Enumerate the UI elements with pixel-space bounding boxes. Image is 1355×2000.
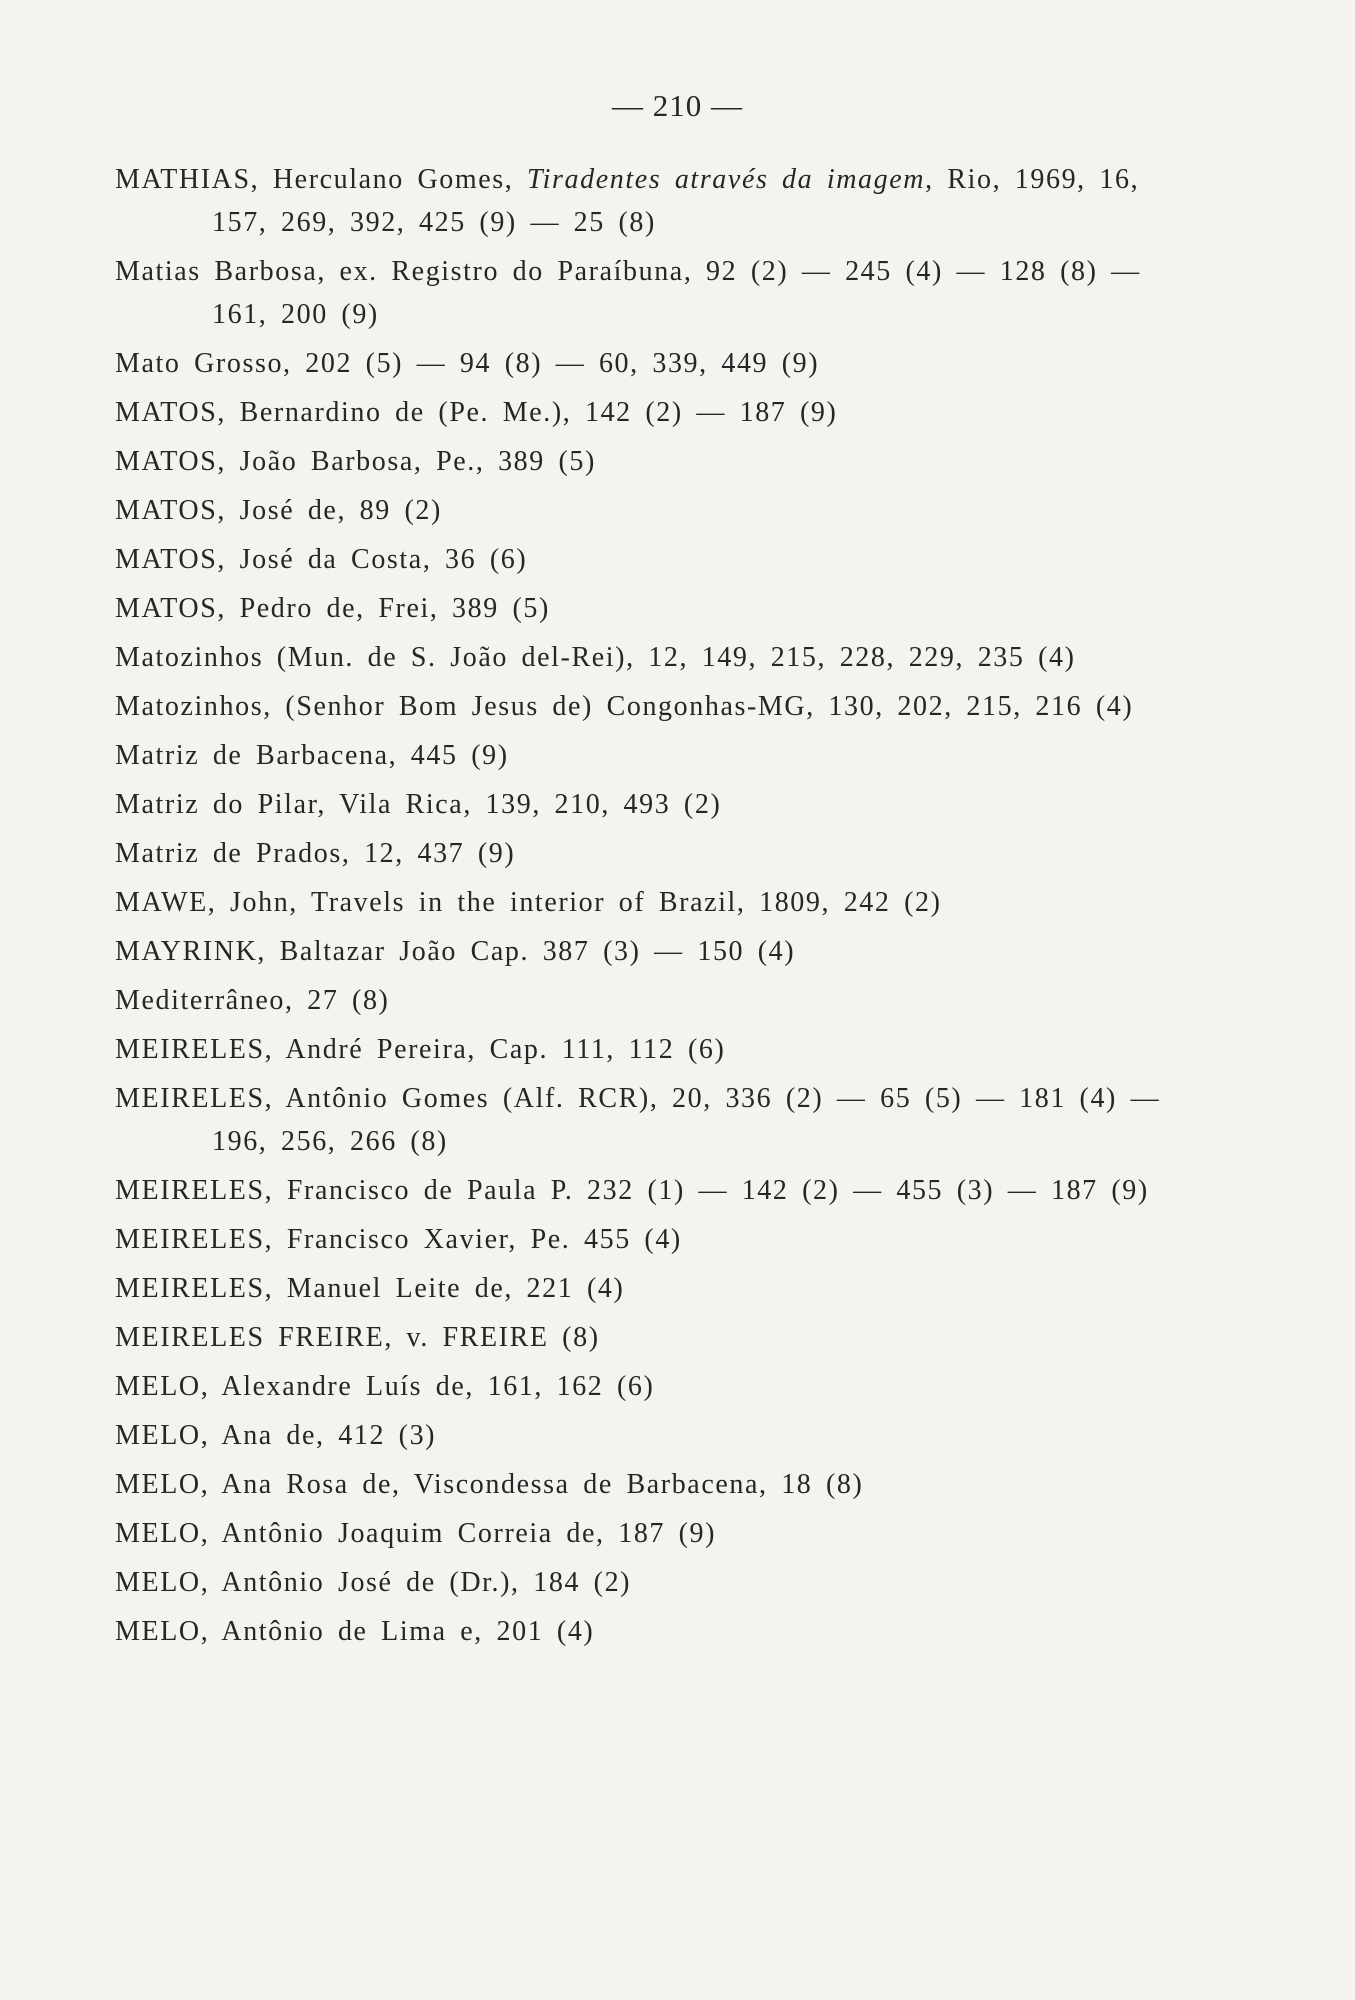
index-entry: [115, 881, 1190, 924]
entry-text: MEIRELES, Manuel Leite de, 221 (4): [115, 1273, 625, 1304]
page-number: — 210 —: [612, 88, 743, 123]
entry-text: MEIRELES FREIRE, v. FREIRE (8): [115, 1322, 600, 1353]
entry-text: MELO, Antônio Joaquim Correia de, 187 (9): [115, 1518, 717, 1549]
index-entry: [115, 685, 1190, 728]
index-entry: [115, 734, 1190, 777]
entry-text: MEIRELES, Antônio Gomes (Alf. RCR), 20, 336 (2) — 65 (5) — 181 (4) — 196, 256, 266 (8): [115, 1083, 1161, 1157]
index-entry: [115, 440, 1190, 483]
index-entry: [115, 979, 1190, 1022]
entry-text: MEIRELES, André Pereira, Cap. 111, 112 (6): [115, 1034, 726, 1065]
entry-text: MATHIAS, Herculano Gomes,: [115, 164, 527, 195]
index-entry: [115, 1610, 1190, 1653]
index-entry: [115, 1218, 1190, 1261]
index-entry: [115, 783, 1190, 826]
entry-text: Matriz de Barbacena, 445 (9): [115, 740, 509, 771]
index-entry: [115, 1561, 1190, 1604]
index-entry: [115, 1512, 1190, 1555]
index-entry: [115, 1316, 1190, 1359]
index-entry: [115, 1414, 1190, 1457]
entry-text: MATOS, Pedro de, Frei, 389 (5): [115, 593, 550, 624]
entry-book-title: Tiradentes através da imagem: [527, 164, 926, 195]
index-entry: [115, 1028, 1190, 1071]
index-entry: [115, 342, 1190, 385]
index-list: [115, 158, 1190, 1659]
entry-text: MELO, Alexandre Luís de, 161, 162 (6): [115, 1371, 655, 1402]
entry-text: MATOS, José da Costa, 36 (6): [115, 544, 528, 575]
index-entry: [115, 1463, 1190, 1506]
index-entry: [115, 250, 1190, 336]
entry-text: MEIRELES, Francisco de Paula P. 232 (1) — 142 (2) — 455 (3) — 187 (9): [115, 1175, 1149, 1206]
entry-text: Mediterrâneo, 27 (8): [115, 985, 390, 1016]
entry-text: MAWE, John, Travels in the interior of Brazil, 1809, 242 (2): [115, 887, 942, 918]
entry-text: Matozinhos, (Senhor Bom Jesus de) Congonhas-MG, 130, 202, 215, 216 (4): [115, 691, 1134, 722]
entry-text: MELO, Ana de, 412 (3): [115, 1420, 437, 1451]
entry-text: MELO, Antônio José de (Dr.), 184 (2): [115, 1567, 632, 1598]
index-entry: [115, 391, 1190, 434]
entry-text: MELO, Ana Rosa de, Viscondessa de Barbacena, 18 (8): [115, 1469, 864, 1500]
entry-text-continued: , Rio, 1969, 16, 157, 269, 392, 425 (9) — 25 (8): [212, 164, 1140, 238]
entry-text: Matias Barbosa, ex. Registro do Paraíbuna, 92 (2) — 245 (4) — 128 (8) — 161, 200 (9): [115, 256, 1141, 330]
index-entry: [115, 1365, 1190, 1408]
entry-text: Matriz de Prados, 12, 437 (9): [115, 838, 516, 869]
index-entry: [115, 1267, 1190, 1310]
entry-text: MATOS, José de, 89 (2): [115, 495, 442, 526]
index-entry: [115, 158, 1190, 244]
index-entry: [115, 587, 1190, 630]
entry-text: MATOS, João Barbosa, Pe., 389 (5): [115, 446, 596, 477]
entry-text: Matriz do Pilar, Vila Rica, 139, 210, 493 (2): [115, 789, 722, 820]
index-entry: [115, 930, 1190, 973]
index-entry: [115, 1169, 1190, 1212]
entry-text: MAYRINK, Baltazar João Cap. 387 (3) — 150 (4): [115, 936, 796, 967]
entry-text: MELO, Antônio de Lima e, 201 (4): [115, 1616, 595, 1647]
index-entry: [115, 489, 1190, 532]
entry-text: Matozinhos (Mun. de S. João del-Rei), 12, 149, 215, 228, 229, 235 (4): [115, 642, 1076, 673]
index-entry: [115, 832, 1190, 875]
index-entry: [115, 636, 1190, 679]
index-entry: [115, 538, 1190, 581]
entry-text: Mato Grosso, 202 (5) — 94 (8) — 60, 339, 449 (9): [115, 348, 820, 379]
index-entry: [115, 1077, 1190, 1163]
entry-text: MATOS, Bernardino de (Pe. Me.), 142 (2) — 187 (9): [115, 397, 838, 428]
entry-text: MEIRELES, Francisco Xavier, Pe. 455 (4): [115, 1224, 682, 1255]
